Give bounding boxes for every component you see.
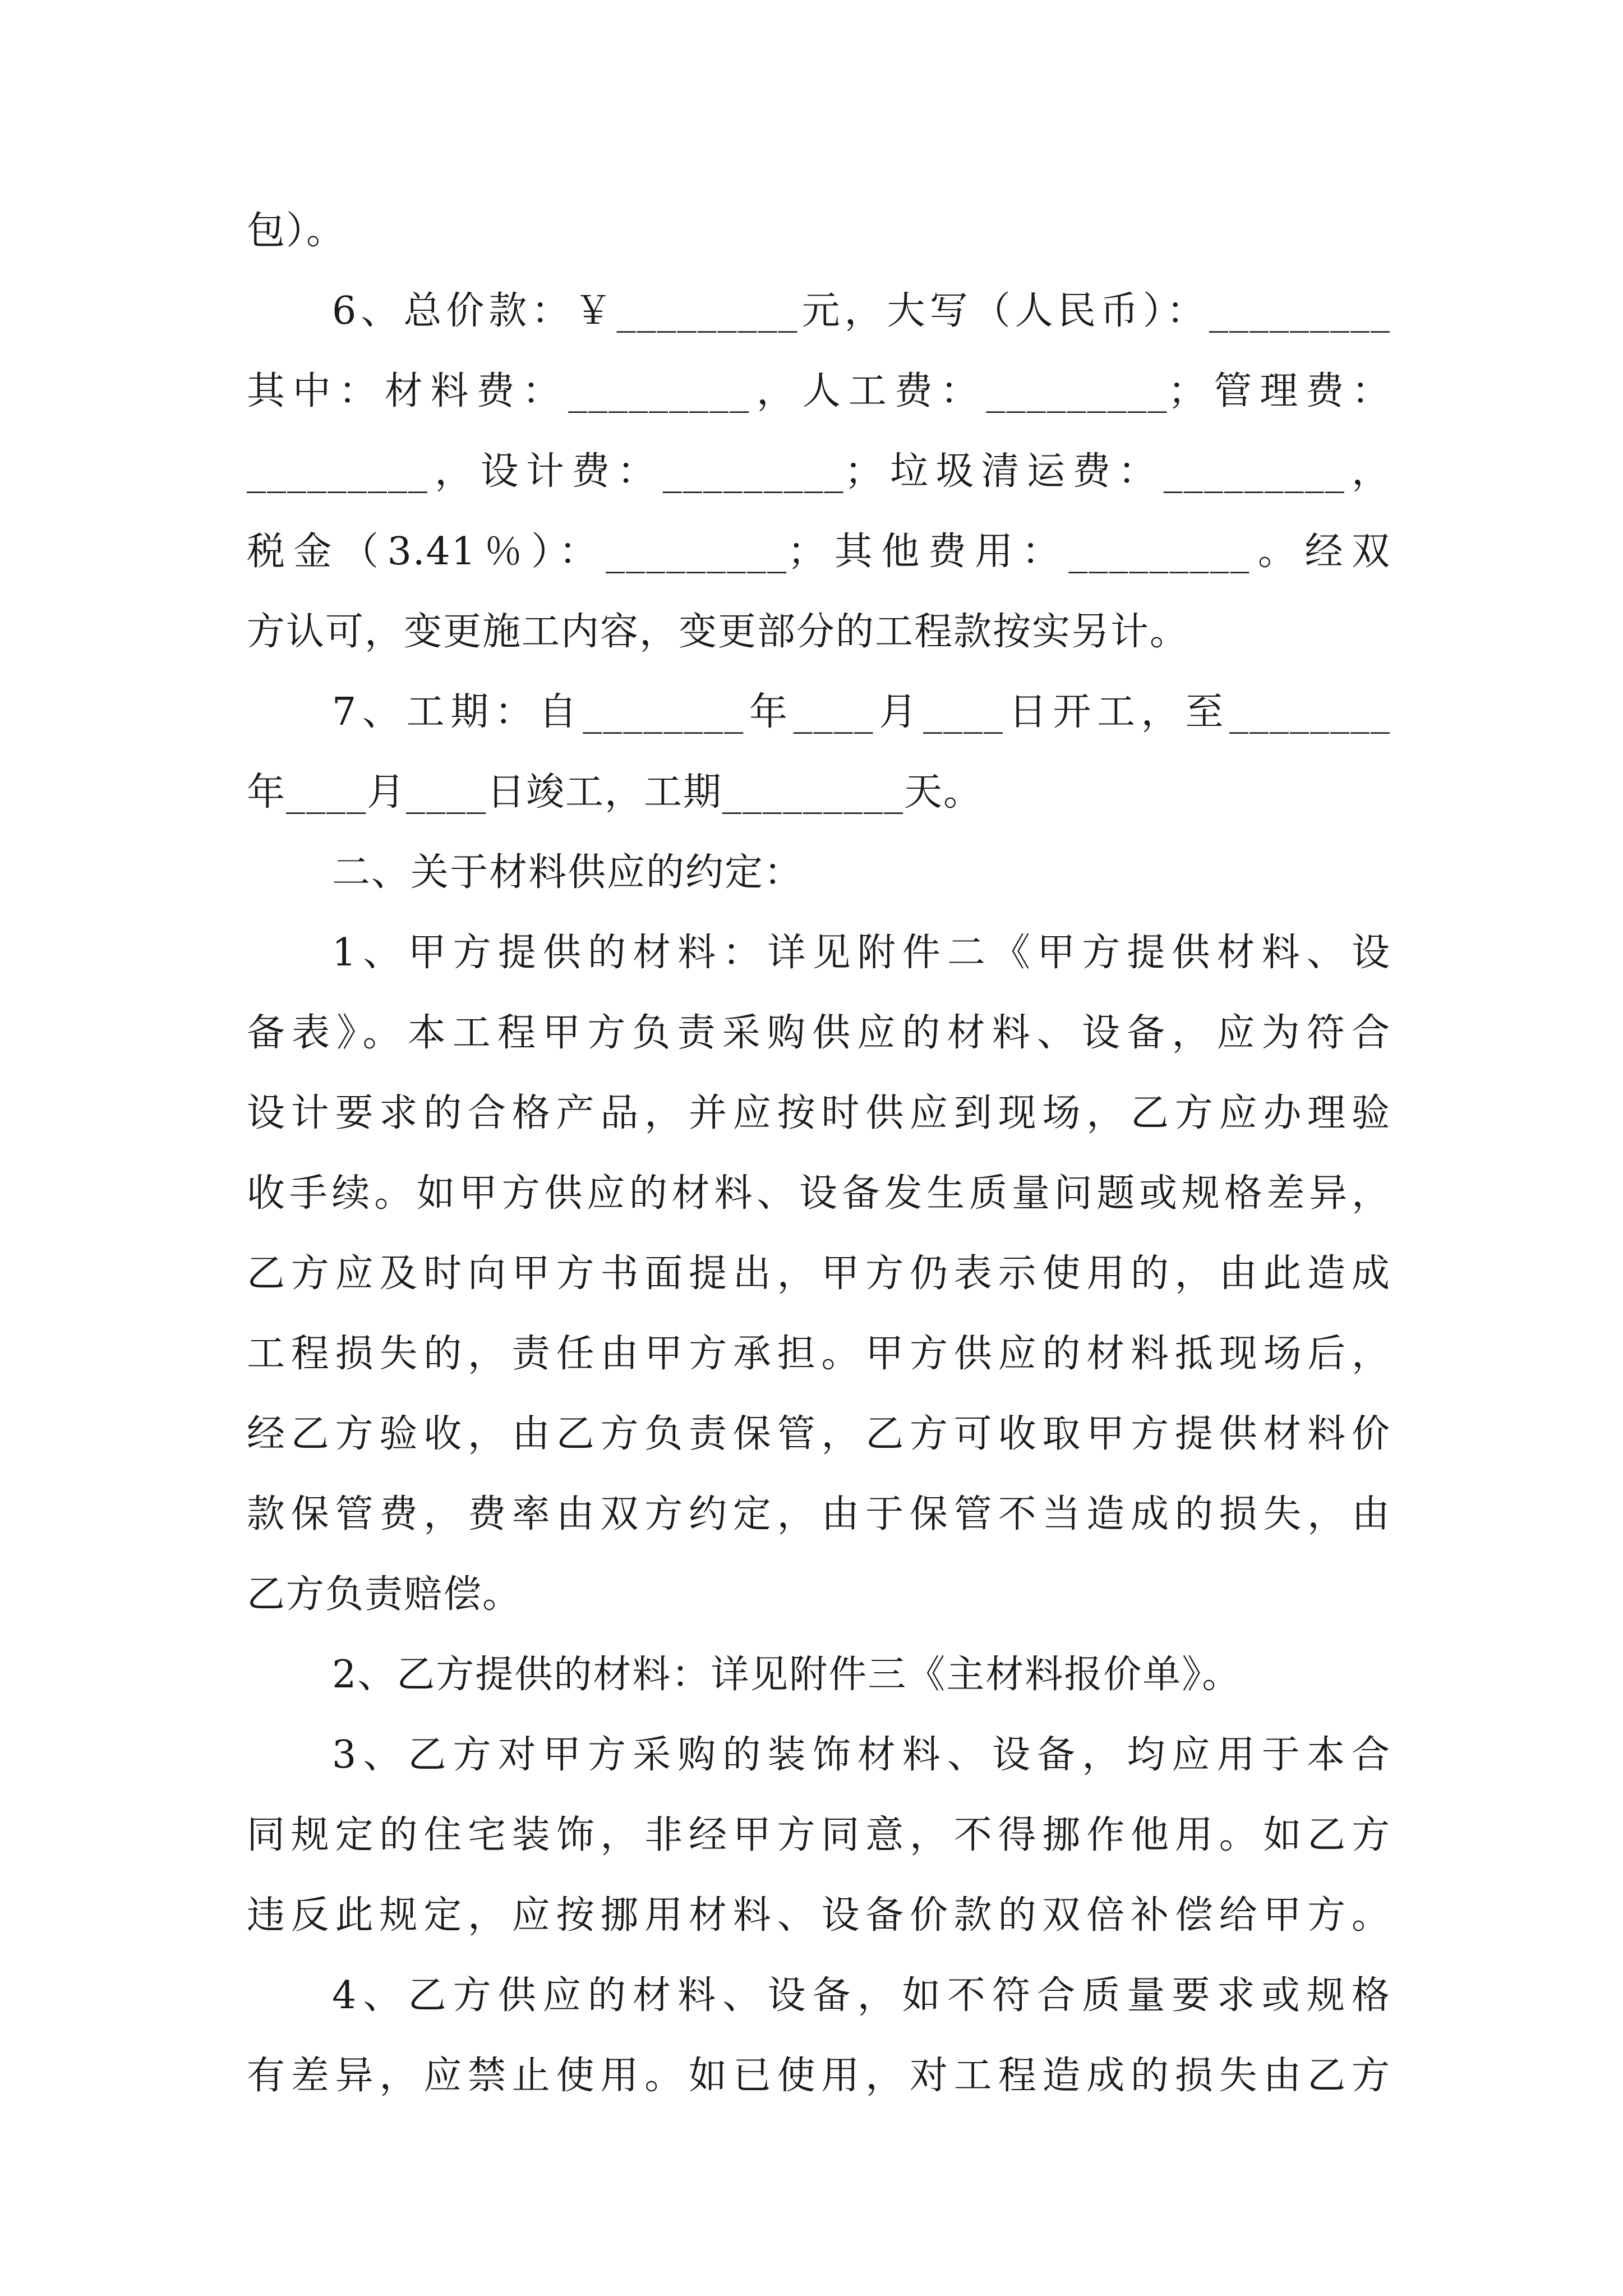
text-line: 二、关于材料供应的约定： bbox=[332, 850, 804, 895]
text-line: 税金（3.41％）：_________；其他费用：_________。经双 bbox=[247, 530, 1391, 574]
text-line: 其中：材料费：_________，人工费：_________；管理费： bbox=[247, 369, 1391, 413]
text-line: 4、乙方供应的材料、设备，如不符合质量要求或规格 bbox=[332, 1973, 1391, 2018]
text-line: 7、工期：自________年____月____日开工，至________ bbox=[332, 690, 1391, 734]
text-line: 设计要求的合格产品，并应按时供应到现场，乙方应办理验 bbox=[247, 1091, 1391, 1135]
text-line: 3、乙方对甲方采购的装饰材料、设备，均应用于本合 bbox=[332, 1733, 1391, 1777]
text-line: 备表》。本工程甲方负责采购供应的材料、设备，应为符合 bbox=[247, 1011, 1391, 1055]
text-line: 违反此规定，应按挪用材料、设备价款的双倍补偿给甲方。 bbox=[247, 1893, 1391, 1938]
text-line: 款保管费，费率由双方约定，由于保管不当造成的损失，由 bbox=[247, 1492, 1391, 1536]
text-line: _________，设计费：_________；垃圾清运费：_________， bbox=[247, 449, 1391, 494]
text-line: 工程损失的，责任由甲方承担。甲方供应的材料抵现场后， bbox=[247, 1332, 1391, 1376]
text-line: 有差异，应禁止使用。如已使用，对工程造成的损失由乙方 bbox=[247, 2054, 1391, 2098]
text-line: 1、甲方提供的材料：详见附件二《甲方提供材料、设 bbox=[332, 931, 1391, 975]
document-body bbox=[247, 191, 1391, 2116]
text-line: 年____月____日竣工，工期_________天。 bbox=[247, 770, 983, 815]
text-line: 包）。 bbox=[247, 209, 346, 253]
text-line: 同规定的住宅装饰，非经甲方同意，不得挪作他用。如乙方 bbox=[247, 1813, 1391, 1857]
text-line: 2、乙方提供的材料：详见附件三《主材料报价单》。 bbox=[332, 1653, 1242, 1697]
text-line: 6、总价款：￥_________元，大写（人民币）：_________ bbox=[332, 289, 1391, 333]
text-line: 经乙方验收，由乙方负责保管，乙方可收取甲方提供材料价 bbox=[247, 1412, 1391, 1456]
text-line: 方认可，变更施工内容，变更部分的工程款按实另计。 bbox=[247, 610, 1189, 654]
text-line: 收手续。如甲方供应的材料、设备发生质量问题或规格差异， bbox=[247, 1171, 1391, 1216]
text-line: 乙方负责赔偿。 bbox=[247, 1572, 522, 1617]
text-line: 乙方应及时向甲方书面提出，甲方仍表示使用的，由此造成 bbox=[247, 1251, 1391, 1296]
